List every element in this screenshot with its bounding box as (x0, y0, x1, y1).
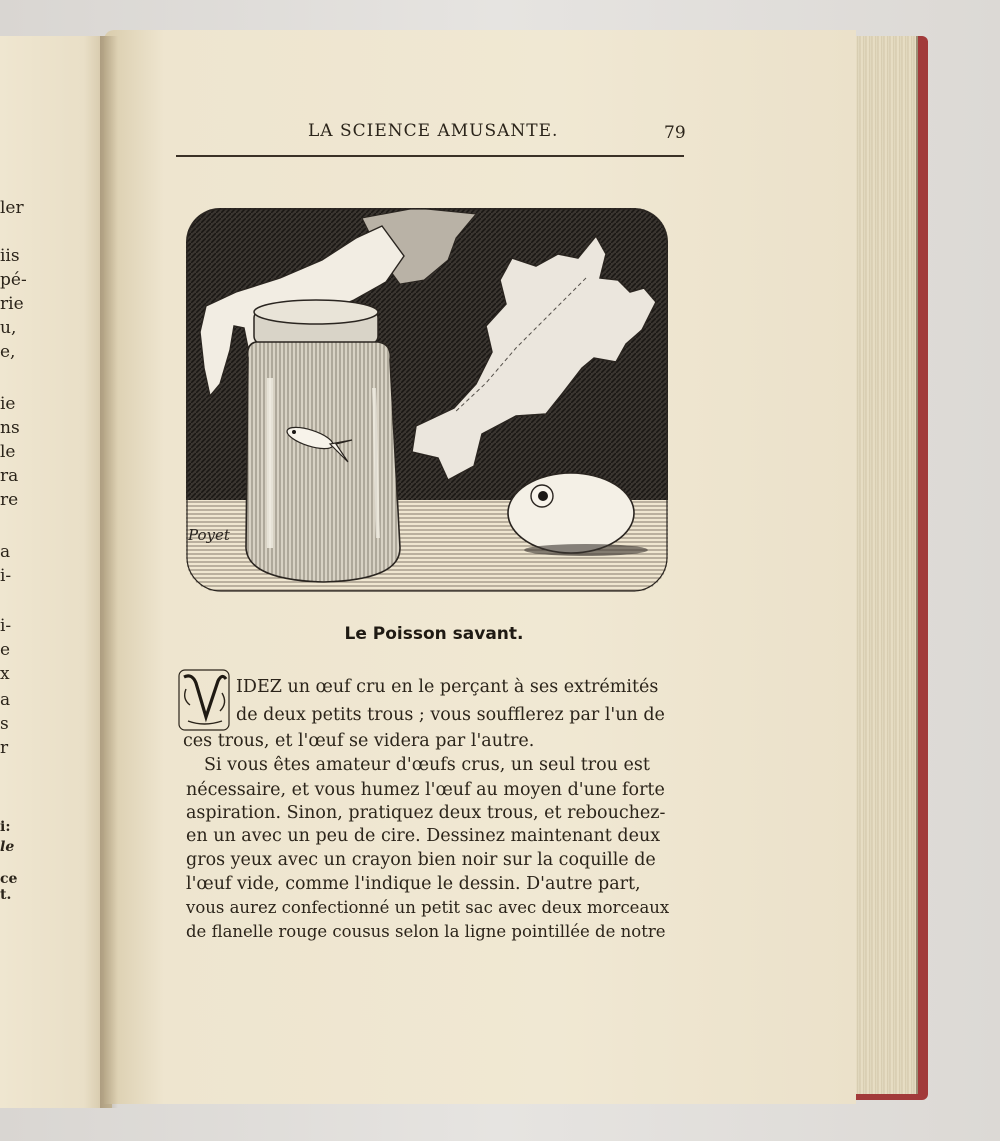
body-line: de flanelle rouge cousus selon la ligne pointillée de notre (186, 922, 666, 941)
body-line: gros yeux avec un crayon bien noir sur la coquille de (186, 850, 656, 870)
left-page-fragment: s (0, 714, 9, 734)
artist-signature: Poyet (188, 526, 230, 544)
page-edges (846, 36, 918, 1094)
running-head: LA SCIENCE AMUSANTE. (308, 121, 559, 141)
left-page-fragment: rie (0, 294, 24, 314)
left-page (0, 36, 112, 1108)
ornamental-dropcap (178, 669, 230, 731)
page-number: 79 (664, 123, 686, 143)
body-line: aspiration. Sinon, pratiquez deux trous, et rebouchez- (186, 803, 666, 823)
left-page-fragment: ie (0, 394, 16, 414)
left-page-fragment: iis (0, 246, 20, 266)
body-line: IDEZ un œuf cru en le perçant à ses extrémités (236, 677, 659, 697)
left-page-fragment: x (0, 664, 10, 684)
left-page-fragment: i- (0, 566, 12, 586)
body-line: l'œuf vide, comme l'indique le dessin. D'autre part, (186, 874, 641, 894)
left-page-fragment: u, (0, 318, 17, 338)
engraving-illustration (186, 208, 668, 592)
left-page-fragment: r (0, 738, 9, 758)
body-line: de deux petits trous ; vous soufflerez par l'un de (236, 705, 665, 725)
left-page-fragment: ler (0, 198, 24, 218)
left-page-fragment: ns (0, 418, 20, 438)
left-page-fragment: ra (0, 466, 19, 486)
body-line: Si vous êtes amateur d'œufs crus, un seul trou est (204, 755, 650, 775)
body-line: en un avec un peu de cire. Dessinez maintenant deux (186, 826, 661, 846)
left-page-fragment: e (0, 640, 11, 660)
left-page-fragment: i- (0, 616, 12, 636)
body-line: ces trous, et l'œuf se videra par l'autre. (183, 731, 535, 751)
left-page-fragment: ce (0, 871, 18, 887)
left-page-fragment: a (0, 542, 11, 562)
left-page-fragment: e, (0, 342, 16, 362)
body-line: nécessaire, et vous humez l'œuf au moyen d'une forte (186, 780, 665, 800)
body-line: vous aurez confectionné un petit sac avec deux morceaux (186, 898, 670, 917)
illustration-caption: Le Poisson savant. (344, 624, 524, 644)
header-rule (176, 155, 684, 157)
left-page-fragment: re (0, 490, 19, 510)
left-page-fragment: t. (0, 887, 12, 903)
left-page-fragment: i: (0, 819, 11, 835)
left-page-fragment: a (0, 690, 11, 710)
left-page-fragment: le (0, 442, 16, 462)
left-page-fragment: le (0, 839, 15, 855)
left-page-fragment: pé- (0, 270, 27, 290)
gutter-shadow (100, 36, 118, 1108)
